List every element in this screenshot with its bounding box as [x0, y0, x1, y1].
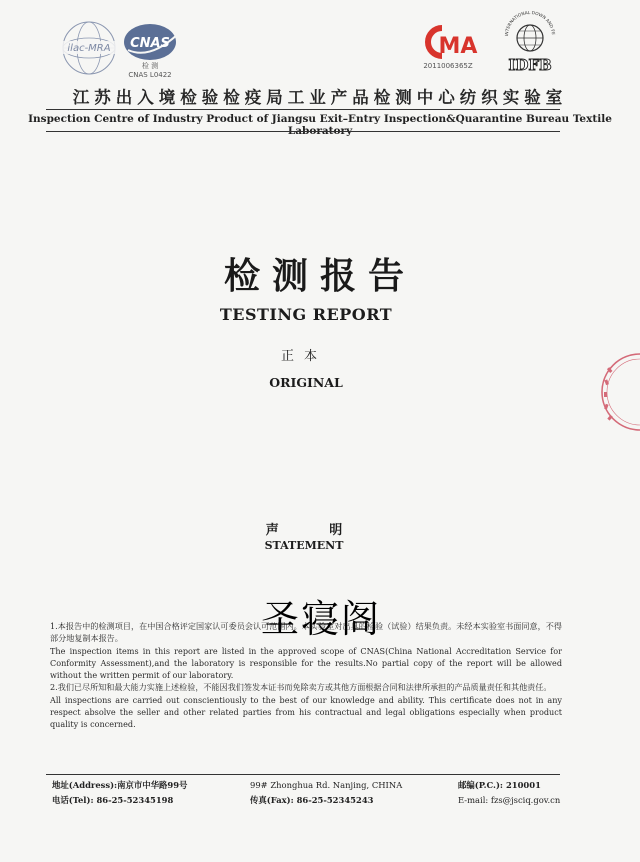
- footer-address-en: 99# Zhonghua Rd. Nanjing, CHINA: [250, 780, 403, 790]
- cnas-logo: [120, 20, 184, 80]
- statement-heading-en: STATEMENT: [264, 539, 344, 552]
- statement-heading-cn: 声 明: [265, 523, 343, 538]
- ilac-mra-logo: [54, 18, 124, 78]
- header-bottom-rule: [46, 131, 560, 132]
- idfb-ring-text: INTERNATIONAL DOWN AND FE: [504, 10, 555, 37]
- ilac-mra-text: ilac-MRA: [67, 43, 111, 54]
- header-top-rule: [46, 109, 560, 110]
- report-title-en: TESTING REPORT: [219, 305, 393, 324]
- idfb-logo: [500, 10, 560, 74]
- cnas-sub-cn: 检 测: [141, 62, 159, 70]
- statement-paragraph: The inspection items in this report are listed in the approved scope of CNAS(China National Accreditation Service for Conformity Assessment),and the laboratory is responsible for the results.No partial copy of the report will be allowed without the written permit of our laboratory.: [50, 645, 562, 681]
- statement-paragraph: 1.本报告中的检测项目，在中国合格评定国家认可委员会认可范围内。本实验室对出具的检验（试验）结果负责。未经本实验室书面同意，不得部分地复制本报告。: [50, 621, 562, 644]
- org-name-cn: 江苏出入境检验检疫局工业产品检测中心纺织实验室: [72, 88, 568, 107]
- footer-fax: 传真(Fax): 86-25-52345243: [250, 795, 374, 805]
- footer-col-middle: [250, 778, 402, 808]
- cnas-text: CNAS: [130, 36, 170, 51]
- statement-paragraph: 2.我们已尽所知和最大能力实施上述检验，不能因我们签发本证书而免除卖方或其他方面根据合同和法律所承担的产品质量责任和其他责任。: [50, 682, 552, 693]
- footer-col-left: [52, 778, 187, 808]
- cnas-number: CNAS L0422: [128, 71, 172, 79]
- cma-text: MA: [438, 34, 478, 59]
- overlay-brand-text: 圣寝阁: [260, 597, 381, 641]
- idfb-text: IDFB: [508, 56, 552, 74]
- cma-logo: [414, 22, 482, 72]
- original-label-cn: 正本: [280, 349, 327, 364]
- org-name-en: Inspection Centre of Industry Product of Jiangsu Exit–Entry Inspection&Quarantine Bureau Textile Laboratory: [28, 113, 612, 137]
- footer-postcode: 邮编(P.C.): 210001: [458, 780, 541, 790]
- statement-paragraph: All inspections are carried out conscientiously to the best of our knowledge and ability. This certificate does not in any respect absolve the seller and other related parties from his contractual and legal obligations especially when product quality is concerned.: [50, 694, 562, 730]
- footer-rule: [46, 774, 560, 775]
- footer-email: E-mail: fzs@jsciq.gov.cn: [458, 795, 561, 805]
- footer-address: 地址(Address):南京市中华路99号: [52, 780, 188, 790]
- footer-tel: 电话(Tel): 86-25-52345198: [52, 795, 174, 805]
- original-label-en: ORIGINAL: [269, 375, 343, 390]
- report-title-cn: 检测报告: [223, 256, 416, 297]
- footer-col-right: [458, 778, 560, 808]
- cma-number: 2011006365Z: [423, 62, 473, 70]
